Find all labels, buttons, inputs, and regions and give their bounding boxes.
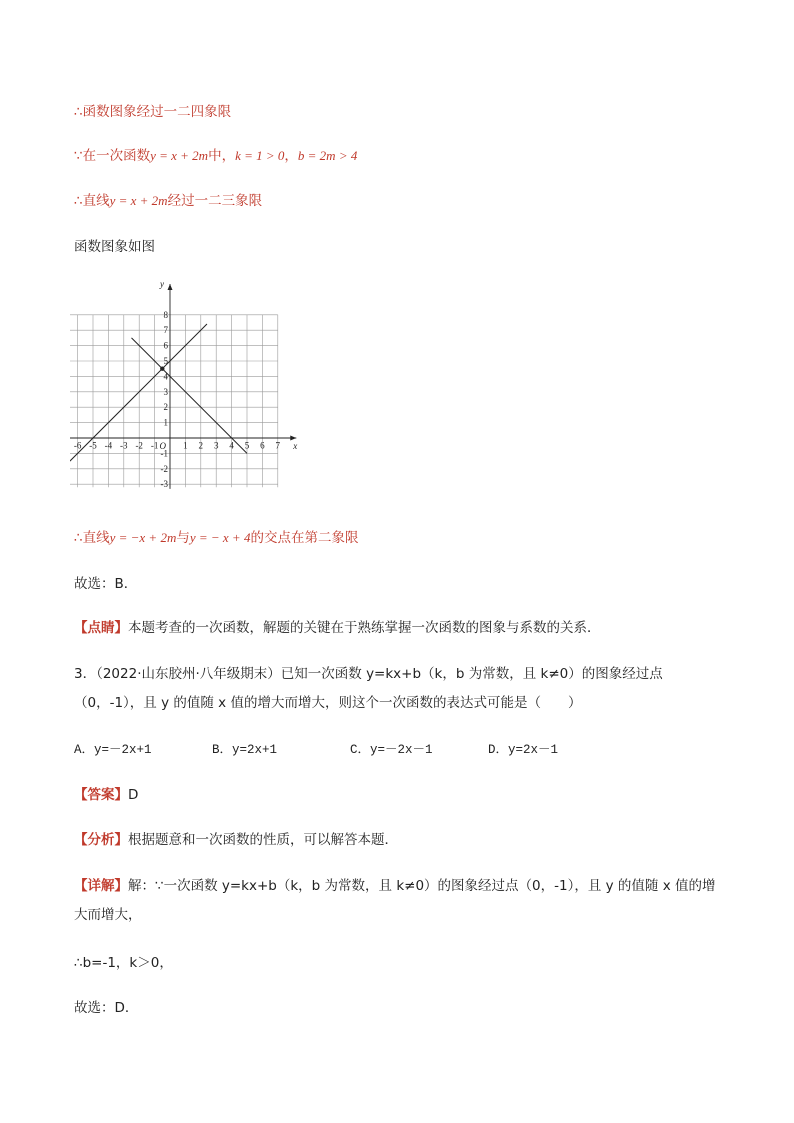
math-expression: b = 2m > 4 (297, 148, 358, 163)
x-tick-label: 3 (213, 440, 219, 451)
answer-tag: 【答案】 (74, 787, 128, 803)
text-segment: ∵在一次函数 (74, 148, 151, 164)
y-tick-label: 4 (163, 371, 168, 382)
x-tick-label: -4 (104, 440, 113, 451)
function-line-2 (132, 338, 248, 454)
answer-text: D (128, 787, 139, 803)
y-tick-label: 3 (163, 386, 168, 397)
analysis-tag: 【分析】 (74, 832, 128, 848)
comment-text: 本题考查的一次函数，解题的关键在于熟练掌握一次函数的图象与系数的关系． (128, 620, 601, 636)
math-expression: y = x + 2m (150, 148, 209, 163)
line-intersection-conclusion (74, 528, 358, 548)
comment-tag: 【点睛】 (74, 620, 128, 636)
detail-text: 解：∵一次函数 y=kx+b（k，b 为常数，且 k≠0）的图象经过点（0，-1），且 y 的值随 x 值的增大而增大， (74, 878, 716, 923)
y-tick-label: 1 (163, 417, 168, 428)
y-tick-label: -3 (160, 479, 168, 490)
detail-conclusion: ∴b=-1，k＞0， (74, 955, 173, 971)
x-tick-label: 2 (198, 440, 204, 451)
x-tick-label: 5 (244, 440, 250, 451)
x-axis-label: x (293, 441, 298, 451)
detail-line (74, 872, 724, 930)
option-b[interactable]: B．y=2x+1 (212, 743, 278, 757)
option-d[interactable]: D．y=2x－1 (488, 743, 559, 757)
x-tick-label: 1 (183, 440, 188, 451)
question-3: 3．（2022·山东胶州·八年级期末）已知一次函数 y=kx+b（k，b 为常数，且 k≠0）的图象经过点（0，-1），且 y 的值随 x 值的增大而增大，则这个一次函数的表达式可能是（ ） (74, 666, 663, 711)
text-segment: ∴直线 (74, 193, 110, 209)
x-tick-label: -1 (150, 440, 159, 451)
text-segment: 的交点在第二象限 (250, 530, 359, 546)
text-segment: ∴直线 (74, 530, 110, 546)
x-tick-label: -5 (89, 440, 97, 451)
y-tick-label: 5 (163, 356, 168, 366)
x-tick-label: 4 (229, 440, 234, 451)
option-a[interactable]: A．y=－2x+1 (74, 743, 152, 757)
origin-label: O (159, 441, 166, 451)
x-tick-label: 7 (275, 440, 281, 451)
y-axis-label: y (160, 282, 164, 290)
graph-grid (70, 315, 278, 490)
math-expression: y = x + 2m (109, 193, 168, 208)
x-tick-label: -2 (135, 440, 143, 451)
line-quadrants-124: ∴函数图象经过一二四象限 (74, 104, 232, 120)
math-expression: k = 1 > 0 (235, 148, 285, 163)
x-axis-arrow (290, 436, 296, 441)
analysis-text: 根据题意和一次函数的性质，可以解答本题． (128, 832, 398, 848)
text-segment: 中， (208, 148, 236, 164)
y-tick-label: 6 (163, 340, 168, 351)
y-tick-label: 7 (163, 325, 168, 336)
analysis-line (74, 830, 398, 850)
y-tick-label: 2 (163, 402, 168, 413)
detail-tag: 【详解】 (74, 878, 128, 894)
question-3-options (74, 740, 558, 760)
y-axis-arrow (168, 284, 173, 290)
text-segment: 与 (176, 530, 190, 546)
y-tick-label: -1 (160, 448, 168, 459)
math-expression: y = −x + 2m (109, 530, 177, 545)
y-tick-label: -2 (160, 463, 168, 474)
answer-line (74, 785, 138, 805)
x-tick-label: 6 (260, 440, 265, 451)
graph-caption: 函数图象如图 (74, 239, 155, 255)
x-tick-label: -3 (120, 440, 128, 451)
line-linear-function-condition (74, 146, 357, 166)
text-segment: 经过一二三象限 (167, 193, 263, 209)
choice-b-line: 故选：B． (74, 576, 138, 592)
text-segment: ， (284, 148, 298, 164)
option-c[interactable]: C．y=－2x－1 (350, 743, 433, 757)
intersection-point (160, 367, 164, 371)
math-expression: y = − x + 4 (189, 530, 251, 545)
function-graph (70, 282, 310, 497)
y-tick-label: 8 (163, 309, 168, 320)
x-tick-label: -6 (73, 440, 82, 451)
graph-tick-labels (74, 310, 281, 489)
line-quadrants-123 (74, 191, 262, 211)
comment-line (74, 618, 601, 638)
choice-d-line: 故选：D． (74, 1000, 139, 1016)
